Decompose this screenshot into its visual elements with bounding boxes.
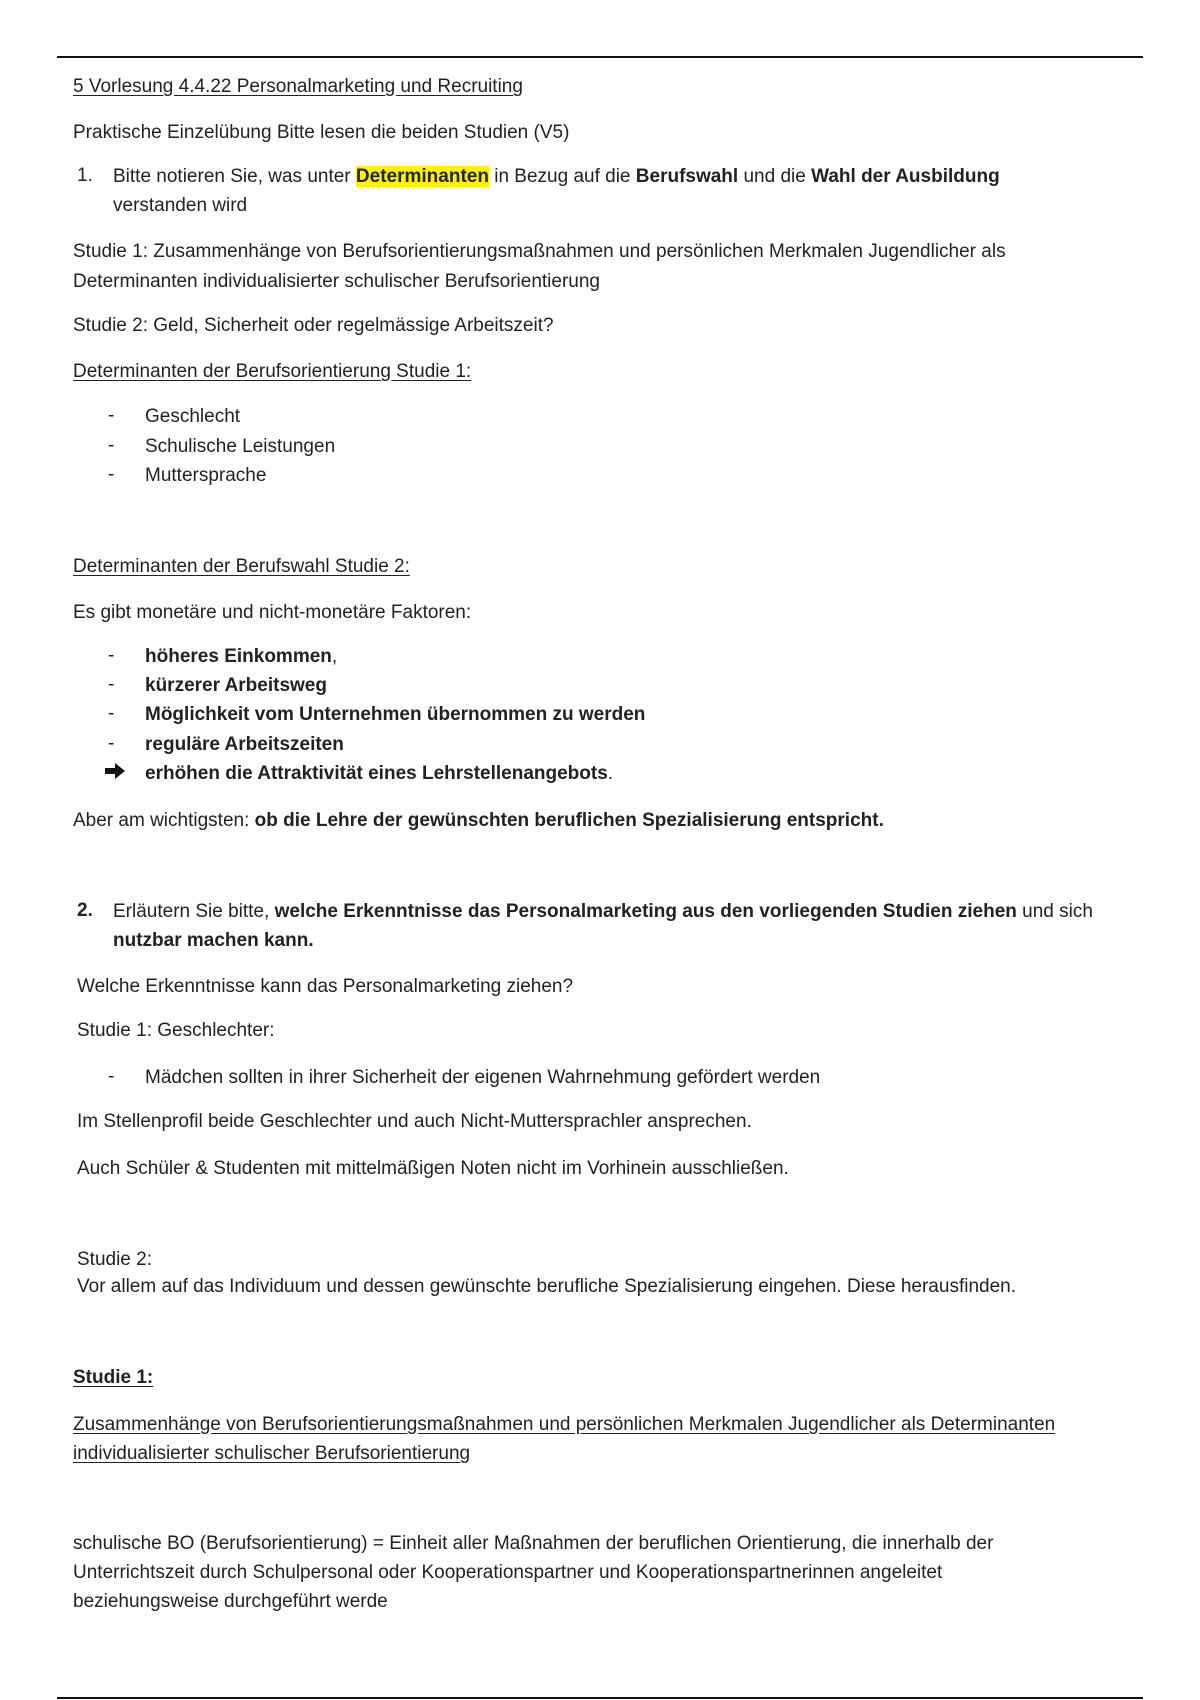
q1-bold1: Berufswahl [635, 166, 739, 187]
bullet: - [108, 645, 115, 666]
q1-pre: Bitte notieren Sie, was unter [113, 166, 351, 187]
study-1-full-line-1: Zusammenhänge von Berufsorientierungsmaßnahmen und persönlichen Merkmalen Jugendlicher als Determinanten [73, 1414, 1056, 1435]
bullet: - [108, 435, 115, 456]
question-1-line-2: verstanden wird [113, 195, 248, 216]
top-rule [57, 56, 1143, 58]
bullet: - [108, 674, 115, 695]
study-1-gender: Studie 1: Geschlechter: [77, 1020, 275, 1041]
bo-definition-line-1: schulische BO (Berufsorientierung) = Einheit aller Maßnahmen der beruflichen Orientierung, die innerhalb der [73, 1533, 994, 1554]
bo-definition-line-2: Unterrichtszeit durch Schulpersonal oder Kooperationspartner und Kooperationspartnerinnen angeleitet [73, 1562, 943, 1583]
study-2-label: Studie 2: [77, 1249, 152, 1270]
question-2-line-2: nutzbar machen kann. [113, 930, 314, 951]
q1-highlight: Determinanten [355, 166, 489, 187]
list-item: Mädchen sollten in ihrer Sicherheit der eigenen Wahrnehmung gefördert werden [145, 1067, 821, 1088]
study-1-line-2: Determinanten individualisierter schulischer Berufsorientierung [73, 271, 600, 292]
study-1-line-1: Studie 1: Zusammenhänge von Berufsorientierungsmaßnahmen und persönlichen Merkmalen Jugendlicher als [73, 241, 1006, 262]
instruction: Praktische Einzelübung Bitte lesen die beiden Studien (V5) [73, 122, 570, 143]
list-item: reguläre Arbeitszeiten [145, 734, 344, 755]
study-2-text: Vor allem auf das Individuum und dessen gewünschte berufliche Spezialisierung eingehen. Diese herausfinden. [77, 1276, 1016, 1297]
q1-mid2: und die [743, 166, 806, 187]
students-line: Auch Schüler & Studenten mit mittelmäßigen Noten nicht im Vorhinein ausschließen. [77, 1158, 789, 1179]
question-2-sub: Welche Erkenntnisse kann das Personalmarketing ziehen? [77, 976, 574, 997]
determinants-2-intro: Es gibt monetäre und nicht-monetäre Faktoren: [73, 602, 472, 623]
list-item: Möglichkeit vom Unternehmen übernommen zu werden [145, 704, 646, 725]
bullet: - [108, 733, 115, 754]
determinants-1-heading: Determinanten der Berufsorientierung Studie 1: [73, 361, 472, 382]
arrow-item: erhöhen die Attraktivität eines Lehrstellenangebots. [145, 763, 614, 784]
q1-bold2: Wahl der Ausbildung [811, 166, 1000, 187]
bullet: - [108, 1066, 115, 1087]
study-1-full-line-2: individualisierter schulischer Berufsorientierung [73, 1443, 471, 1464]
question-2-line-1: Erläutern Sie bitte, welche Erkenntnisse das Personalmarketing aus den vorliegenden Studien ziehen und sich [113, 901, 1093, 922]
profile-line: Im Stellenprofil beide Geschlechter und auch Nicht-Muttersprachler ansprechen. [77, 1111, 752, 1132]
question-1-line-1 [113, 165, 1000, 189]
bullet: - [108, 405, 115, 426]
list-item: Schulische Leistungen [145, 436, 336, 457]
list-item: höheres Einkommen, [145, 646, 338, 667]
bullet: - [108, 703, 115, 724]
study-2-title: Studie 2: Geld, Sicherheit oder regelmässige Arbeitszeit? [73, 315, 554, 336]
bullet: - [108, 464, 115, 485]
most-important: Aber am wichtigsten: ob die Lehre der gewünschten beruflichen Spezialisierung entspricht. [73, 810, 884, 831]
study-1-heading: Studie 1: [73, 1367, 154, 1388]
list-item: Muttersprache [145, 465, 267, 486]
question-2-number: 2. [77, 900, 93, 921]
arrow-right-icon [104, 761, 126, 787]
list-item: kürzerer Arbeitsweg [145, 675, 327, 696]
question-1-number: 1. [77, 165, 93, 186]
list-item: Geschlecht [145, 406, 241, 427]
determinants-2-heading: Determinanten der Berufswahl Studie 2: [73, 556, 410, 577]
bottom-rule [57, 1697, 1143, 1699]
document-title: 5 Vorlesung 4.4.22 Personalmarketing und Recruiting [73, 76, 523, 97]
q1-mid1: in Bezug auf die [494, 166, 631, 187]
bo-definition-line-3: beziehungsweise durchgeführt werde [73, 1591, 388, 1612]
